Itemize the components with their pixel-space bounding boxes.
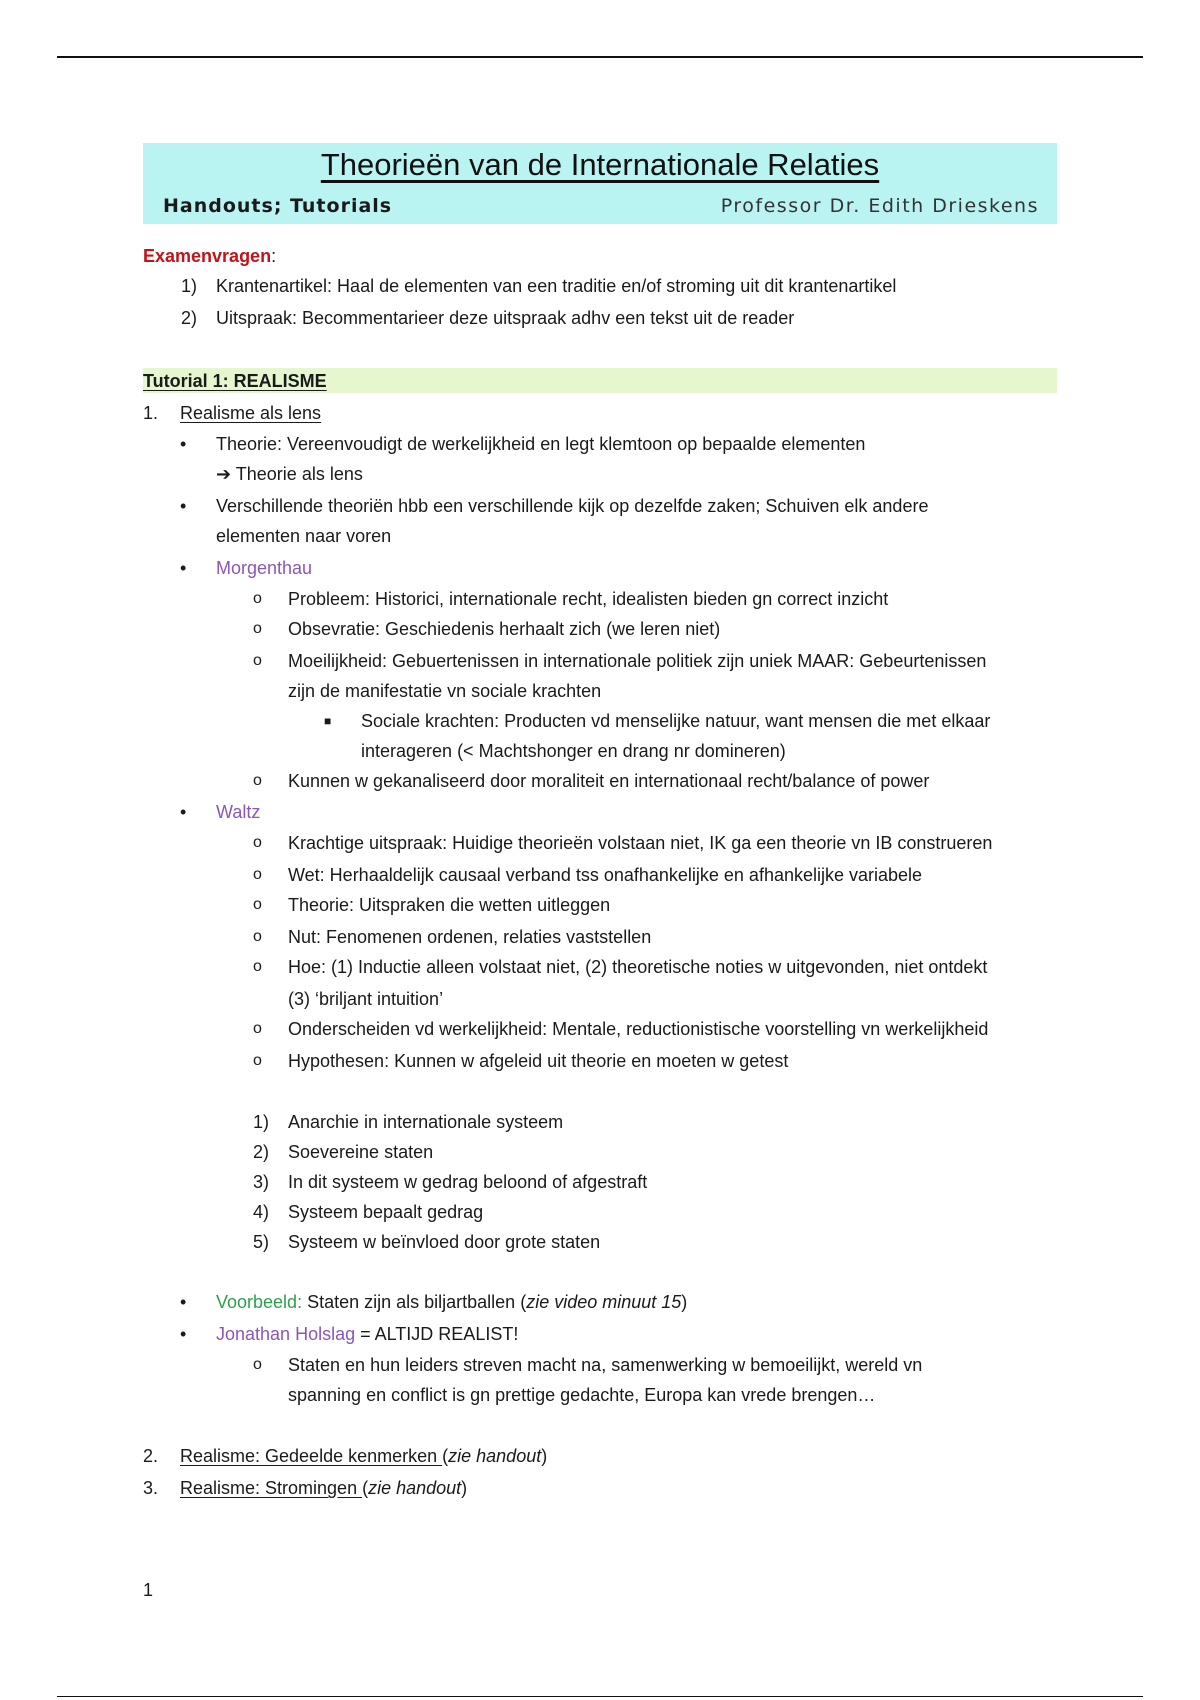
section-title: Realisme: Stromingen [180, 1478, 363, 1498]
holslag-text: = ALTIJD REALIST! [355, 1324, 519, 1344]
circle-bullet-icon: o [253, 1356, 262, 1373]
sub-item-cont: spanning en conflict is gn prettige gedachte, Europa kan vrede brengen… [288, 1385, 876, 1405]
circle-bullet-icon: o [253, 834, 262, 851]
exam-item-text: Krantenartikel: Haal de elementen van een traditie en/of stroming uit dit krantenartikel [216, 276, 897, 296]
section-note: zie handout [448, 1446, 542, 1466]
sub-item: Probleem: Historici, internationale recht, idealisten bieden gn correct inzicht [288, 589, 889, 609]
sub-sub-item-cont: interageren (< Machtshonger en drang nr domineren) [361, 741, 786, 761]
circle-bullet-icon: o [253, 620, 262, 637]
top-rule [57, 56, 1143, 58]
numbered-item-text: Soevereine staten [288, 1142, 434, 1162]
arrow-line [216, 462, 363, 486]
subtitle-right: Professor Dr. Edith Drieskens [720, 195, 1039, 217]
tutorial-heading: Tutorial 1: REALISME [143, 371, 327, 391]
sub-item: Staten en hun leiders streven macht na, samenwerking w bemoeilijkt, wereld vn [288, 1355, 923, 1375]
section-3-line [180, 1476, 467, 1500]
section-number: 3. [143, 1478, 159, 1498]
numbered-item-num: 4) [253, 1202, 270, 1222]
numbered-item-num: 3) [253, 1172, 270, 1192]
sub-item: Kunnen w gekanaliseerd door moraliteit en internationaal recht/balance of power [288, 771, 930, 791]
bullet-text-cont: elementen naar voren [216, 526, 392, 546]
circle-bullet-icon: o [253, 772, 262, 789]
title-banner [143, 143, 1057, 224]
circle-bullet-icon: o [253, 928, 262, 945]
section-number: 1. [143, 403, 159, 423]
voorbeeld-close: ) [681, 1292, 688, 1312]
circle-bullet-icon: o [253, 958, 262, 975]
waltz-label: Waltz [216, 802, 261, 822]
bullet-icon: • [180, 1324, 187, 1344]
page-number: 1 [143, 1580, 154, 1600]
bullet-icon: • [180, 1292, 187, 1312]
bullet-icon: • [180, 802, 187, 822]
bullet-text: Theorie: Vereenvoudigt de werkelijkheid en legt klemtoon op bepaalde elementen [216, 434, 866, 454]
bullet-text: Verschillende theoriën hbb een verschillende kijk op dezelfde zaken; Schuiven elk andere [216, 496, 929, 516]
circle-bullet-icon: o [253, 590, 262, 607]
paren-open: ( [362, 1478, 369, 1498]
sub-item: Krachtige uitspraak: Huidige theorieën volstaan niet, IK ga een theorie vn IB construeren [288, 833, 993, 853]
sub-item: Onderscheiden vd werkelijkheid: Mentale, reductionistische voorstelling vn werkelijkheid [288, 1019, 989, 1039]
paren-close: ) [541, 1446, 548, 1466]
morgenthau-label: Morgenthau [216, 558, 313, 578]
sub-item: Hypothesen: Kunnen w afgeleid uit theorie en moeten w getest [288, 1051, 789, 1071]
sub-item: Nut: Fenomenen ordenen, relaties vaststellen [288, 927, 652, 947]
sub-item-cont: zijn de manifestatie vn sociale krachten [288, 681, 602, 701]
sub-item: Hoe: (1) Inductie alleen volstaat niet, (2) theoretische noties w uitgevonden, niet ontdekt [288, 957, 988, 977]
exam-colon: : [271, 246, 277, 266]
numbered-item-num: 1) [253, 1112, 270, 1132]
voorbeeld-text: Staten zijn als biljartballen ( [302, 1292, 527, 1312]
voorbeeld-italic: zie video minuut 15 [526, 1292, 682, 1312]
exam-item-text: Uitspraak: Becommentarieer deze uitspraak adhv een tekst uit de reader [216, 308, 795, 328]
numbered-item-text: Systeem bepaalt gedrag [288, 1202, 484, 1222]
sub-sub-item: Sociale krachten: Producten vd menselijke natuur, want mensen die met elkaar [361, 711, 991, 731]
sub-item: Theorie: Uitspraken die wetten uitleggen [288, 895, 611, 915]
numbered-item-text: Systeem w beïnvloed door grote staten [288, 1232, 601, 1252]
paren-close: ) [461, 1478, 468, 1498]
subtitle-left: Handouts; Tutorials [163, 195, 393, 217]
exam-label: Examenvragen [143, 246, 272, 266]
paren-open: ( [442, 1446, 449, 1466]
sub-item: Obsevratie: Geschiedenis herhaalt zich (we leren niet) [288, 619, 721, 639]
sub-item: Moeilijkheid: Gebuertenissen in internationale politiek zijn uniek MAAR: Gebeurtenissen [288, 651, 987, 671]
holslag-line [216, 1322, 518, 1346]
sub-item-cont: (3) ‘briljant intuition’ [288, 989, 444, 1009]
circle-bullet-icon: o [253, 1020, 262, 1037]
section-title: Realisme als lens [180, 403, 322, 423]
bullet-icon: • [180, 558, 187, 578]
bullet-icon: • [180, 434, 187, 454]
document-title: Theorieën van de Internationale Relaties [320, 147, 880, 182]
arrow-icon: ➔ [216, 464, 232, 484]
bottom-rule [57, 1696, 1143, 1697]
holslag-label: Jonathan Holslag [216, 1324, 356, 1344]
bullet-icon: • [180, 496, 187, 516]
section-2-line [180, 1444, 547, 1468]
numbered-item-num: 2) [253, 1142, 270, 1162]
circle-bullet-icon: o [253, 1052, 262, 1069]
numbered-item-text: In dit systeem w gedrag beloond of afgestraft [288, 1172, 648, 1192]
voorbeeld-label: Voorbeeld: [216, 1292, 303, 1312]
section-number: 2. [143, 1446, 159, 1466]
section-title: Realisme: Gedeelde kenmerken [180, 1446, 443, 1466]
numbered-item-text: Anarchie in internationale systeem [288, 1112, 564, 1132]
circle-bullet-icon: o [253, 896, 262, 913]
exam-item-num: 1) [181, 276, 198, 296]
numbered-item-num: 5) [253, 1232, 270, 1252]
exam-item-num: 2) [181, 308, 198, 328]
exam-heading [143, 244, 276, 268]
section-note: zie handout [368, 1478, 462, 1498]
sub-item: Wet: Herhaaldelijk causaal verband tss onafhankelijke en afhankelijke variabele [288, 865, 923, 885]
circle-bullet-icon: o [253, 866, 262, 883]
voorbeeld-line [216, 1290, 687, 1314]
square-bullet-icon: ■ [324, 714, 332, 728]
arrow-text: Theorie als lens [235, 464, 363, 484]
circle-bullet-icon: o [253, 652, 262, 669]
